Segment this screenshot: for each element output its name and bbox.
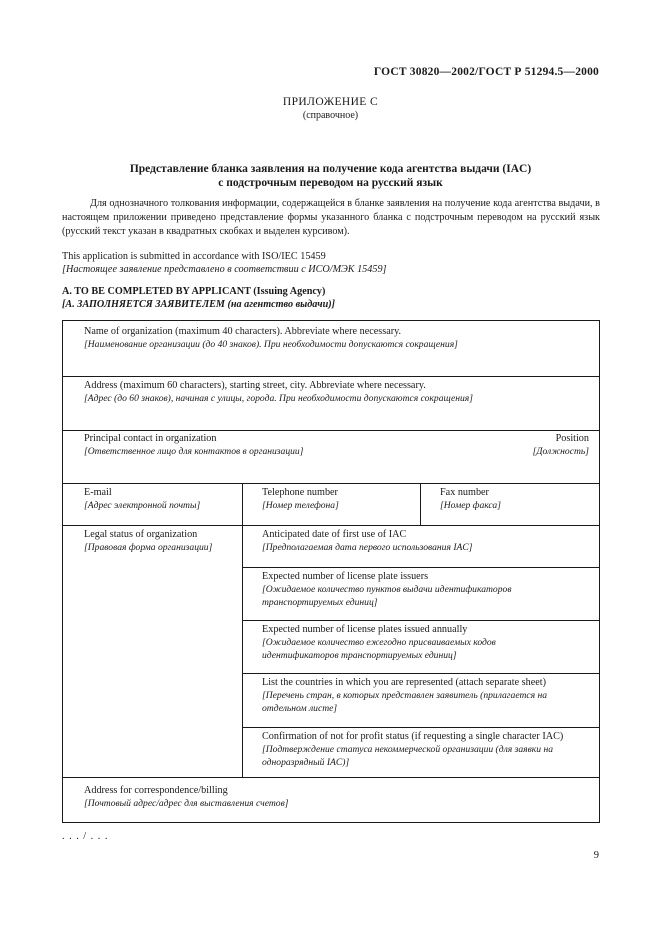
email-field[interactable] xyxy=(84,486,239,512)
issuers-label-ru: [Ожидаемое количество пунктов выдачи идентификаторов xyxy=(262,584,512,595)
countries-label-ru: [Перечень стран, в которых представлен заявитель (прилагается на xyxy=(262,690,548,701)
nonprofit-label-ru: [Подтверждение статуса некоммерческой организации (для заявки на xyxy=(262,744,554,755)
plates-label: Expected number of license plates issued annually xyxy=(262,624,468,635)
correspondence-label-ru: [Почтовый адрес/адрес для выставления счетов] xyxy=(84,798,289,809)
countries-label: List the countries in which you are represented (attach separate sheet) xyxy=(262,677,546,688)
plates-field[interactable] xyxy=(262,623,596,662)
plates-label-ru-cont: идентификаторов транспортируемых единиц] xyxy=(262,650,457,661)
org-name-field[interactable] xyxy=(84,325,594,351)
form-rule xyxy=(242,727,599,728)
email-label-ru: [Адрес электронной почты] xyxy=(84,500,201,511)
address-field[interactable] xyxy=(84,379,594,405)
form-rule xyxy=(63,777,599,778)
position-field[interactable] xyxy=(429,432,589,458)
form-rule xyxy=(63,483,599,484)
phone-label: Telephone number xyxy=(262,487,338,498)
issuers-label: Expected number of license plate issuers xyxy=(262,571,429,582)
statement-en: This application is submitted in accordance with ISO/IEC 15459 xyxy=(62,251,326,262)
fax-field[interactable] xyxy=(440,486,595,512)
nonprofit-field[interactable] xyxy=(262,730,596,769)
legal-status-field[interactable] xyxy=(84,528,239,554)
issuers-field[interactable] xyxy=(262,570,596,609)
document-code: ГОСТ 30820—2002/ГОСТ Р 51294.5—2000 xyxy=(373,66,599,78)
form-rule xyxy=(242,620,599,621)
page-number: 9 xyxy=(593,850,599,861)
correspondence-field[interactable] xyxy=(84,784,594,810)
continuation-mark: . . . / . . . xyxy=(62,831,109,842)
annex-title: ПРИЛОЖЕНИЕ С xyxy=(282,96,379,108)
first-use-field[interactable] xyxy=(262,528,596,554)
legal-status-label-ru: [Правовая форма организации] xyxy=(84,542,213,553)
statement-ru: [Настоящее заявление представлено в соответствии с ИСО/МЭК 15459] xyxy=(62,264,387,275)
form-divider xyxy=(242,483,243,777)
contact-label-ru: [Ответственное лицо для контактов в организации] xyxy=(84,446,304,457)
countries-label-ru-cont: отдельном листе] xyxy=(262,703,338,714)
form-rule xyxy=(242,673,599,674)
first-use-label: Anticipated date of first use of IAC xyxy=(262,529,407,540)
org-name-label: Name of organization (maximum 40 characters). Abbreviate where necessary. xyxy=(84,326,402,337)
form-rule xyxy=(242,567,599,568)
countries-field[interactable] xyxy=(262,676,596,715)
correspondence-label: Address for correspondence/billing xyxy=(84,785,228,796)
issuers-label-ru-cont: транспортируемых единиц] xyxy=(262,597,378,608)
fax-label-ru: [Номер факса] xyxy=(440,500,501,511)
form-rule xyxy=(63,525,599,526)
position-label-ru: [Должность] xyxy=(532,446,589,457)
annex-subtitle: (справочное) xyxy=(302,110,359,121)
intro-paragraph: Для однозначного толкования информации, содержащейся в бланке заявления на получение кода агентства выдачи, в настоящем приложении приведено представление формы указанного бланка с подстрочным переводом на русский язык (русский текст указан в квадратных скобках и выделен курсивом). xyxy=(62,198,600,237)
document-title xyxy=(0,162,661,190)
title-line-2: с подстрочным переводом на русский язык xyxy=(218,177,443,189)
plates-label-ru: [Ожидаемое количество ежегодно присваиваемых кодов xyxy=(262,637,496,648)
address-label: Address (maximum 60 characters), starting street, city. Abbreviate where necessary. xyxy=(84,380,426,391)
form-rule xyxy=(63,376,599,377)
application-form xyxy=(62,320,600,823)
form-rule xyxy=(63,430,599,431)
nonprofit-label-ru-cont: одноразрядный IAC)] xyxy=(262,757,350,768)
position-label: Position xyxy=(555,433,589,444)
legal-status-label: Legal status of organization xyxy=(84,529,198,540)
fax-label: Fax number xyxy=(440,487,489,498)
contact-field[interactable] xyxy=(84,432,414,458)
address-label-ru: [Адрес (до 60 знаков), начиная с улицы, города. При необходимости допускаются сокращения] xyxy=(84,393,473,404)
phone-field[interactable] xyxy=(262,486,417,512)
title-line-1: Представление бланка заявления на получение кода агентства выдачи (IAC) xyxy=(129,163,532,175)
section-a-heading: A. TO BE COMPLETED BY APPLICANT (Issuing Agency) xyxy=(62,286,326,297)
section-a-heading-ru: [A. ЗАПОЛНЯЕТСЯ ЗАЯВИТЕЛЕМ (на агентство выдачи)] xyxy=(62,299,336,310)
form-divider xyxy=(420,483,421,525)
phone-label-ru: [Номер телефона] xyxy=(262,500,339,511)
contact-label: Principal contact in organization xyxy=(84,433,217,444)
email-label: E-mail xyxy=(84,487,112,498)
nonprofit-label: Confirmation of not for profit status (if requesting a single character IAC) xyxy=(262,731,564,742)
org-name-label-ru: [Наименование организации (до 40 знаков). При необходимости допускаются сокращения] xyxy=(84,339,458,350)
first-use-label-ru: [Предполагаемая дата первого использования IAC] xyxy=(262,542,473,553)
